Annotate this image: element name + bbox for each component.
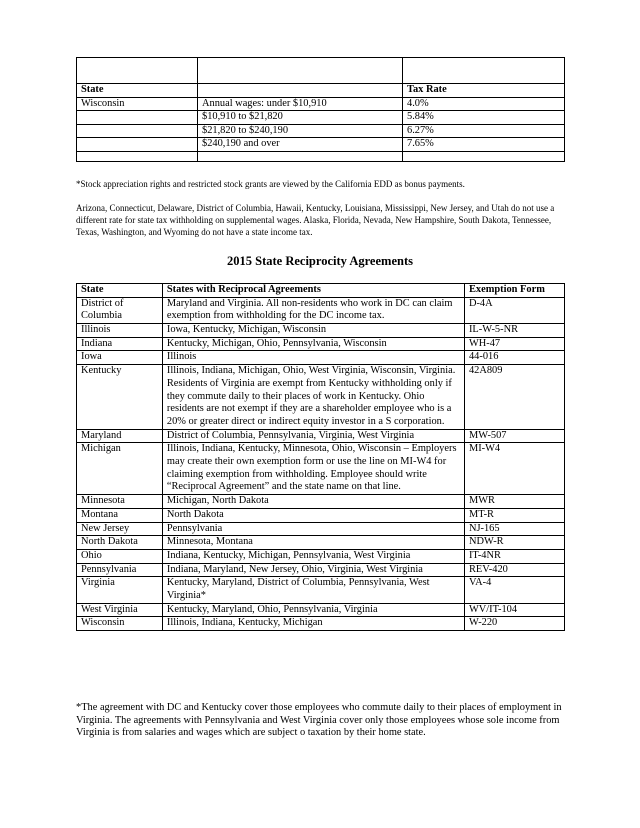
table-row <box>77 495 565 509</box>
table-cell: Kentucky, Maryland, Ohio, Pennsylvania, Virginia <box>162 603 464 617</box>
table-cell: Wisconsin <box>77 617 163 631</box>
table-cell: Maryland <box>77 429 163 443</box>
table-cell: Minnesota, Montana <box>162 536 464 550</box>
tax-rate-table <box>76 57 565 162</box>
table-row <box>77 324 565 338</box>
table-cell: VA-4 <box>464 577 564 603</box>
table-cell: MW-507 <box>464 429 564 443</box>
table-cell: 4.0% <box>403 97 565 111</box>
table-cell <box>403 151 565 161</box>
supplemental-wages-note: Arizona, Connecticut, Delaware, District of Columbia, Hawaii, Kentucky, Louisiana, Mississippi, New Jersey, and Utah do not use a different rate for state tax withholding on supplemental wages. Alaska, Florida, Nevada, New Hampshire, South Dakota, Tennessee, Texas, Washington, and Wyoming do not have a state income tax. <box>76 203 555 237</box>
table-row <box>77 151 565 161</box>
table-row <box>77 97 565 111</box>
table-cell: Illinois, Indiana, Kentucky, Minnesota, Ohio, Wisconsin – Employers may create their own exemption form or use the line on MI-W4 for claiming exemption from withholding. Employee should write “Reciprocal Agreement” and the state name on that line. <box>162 443 464 495</box>
table-cell: New Jersey <box>77 522 163 536</box>
table-cell: Wisconsin <box>77 97 198 111</box>
table-cell: 5.84% <box>403 111 565 125</box>
table-cell: North Dakota <box>77 536 163 550</box>
table-cell: $10,910 to $21,820 <box>198 111 403 125</box>
table-cell: Indiana <box>77 337 163 351</box>
table-cell: Illinois <box>162 351 464 365</box>
table-cell: REV-420 <box>464 563 564 577</box>
table-row <box>77 138 565 152</box>
table-cell: Illinois, Indiana, Kentucky, Michigan <box>162 617 464 631</box>
table-row <box>77 617 565 631</box>
table-cell <box>77 138 198 152</box>
reciprocity-footnote: *The agreement with DC and Kentucky cover those employees who commute daily to their places of employment in Virginia. The agreements with Pennsylvania and West Virginia cover only those employees whose sole income from Virginia is from salaries and wages which are subject o taxation by their home state. <box>76 702 562 739</box>
reciprocity-table <box>76 283 565 631</box>
column-header: Tax Rate <box>403 84 565 98</box>
table-cell: MT-R <box>464 508 564 522</box>
table-cell: Illinois, Indiana, Michigan, Ohio, West Virginia, Wisconsin, Virginia. Residents of Virginia are exempt from Kentucky withholding only if they commute daily to their places of work in Kentucky. Ohio residents are not exempt if they are a shareholder employee who is a 20% or greater direct or indirect equity investor in a S corporation. <box>162 365 464 430</box>
table-row <box>77 549 565 563</box>
table-cell: Kentucky, Michigan, Ohio, Pennsylvania, Wisconsin <box>162 337 464 351</box>
table-cell: Michigan <box>77 443 163 495</box>
table-cell: Ohio <box>77 549 163 563</box>
table-cell: IT-4NR <box>464 549 564 563</box>
table-cell: Illinois <box>77 324 163 338</box>
table-row <box>77 111 565 125</box>
column-header <box>198 84 403 98</box>
table-cell: WH-47 <box>464 337 564 351</box>
table-cell: NDW-R <box>464 536 564 550</box>
table-cell: North Dakota <box>162 508 464 522</box>
table-row <box>77 536 565 550</box>
table-cell <box>403 58 565 84</box>
table-cell: Kentucky <box>77 365 163 430</box>
table-row <box>77 124 565 138</box>
table-row <box>77 563 565 577</box>
table-cell: Maryland and Virginia. All non-residents who work in DC can claim exemption from withholding for the DC income tax. <box>162 297 464 323</box>
table-cell: IL-W-5-NR <box>464 324 564 338</box>
table-cell: Minnesota <box>77 495 163 509</box>
table-cell: Montana <box>77 508 163 522</box>
table-cell: District of Columbia <box>77 297 163 323</box>
table-row <box>77 58 565 84</box>
table-cell: $21,820 to $240,190 <box>198 124 403 138</box>
table-cell: Indiana, Kentucky, Michigan, Pennsylvania, West Virginia <box>162 549 464 563</box>
table-row <box>77 365 565 430</box>
column-header: State <box>77 84 198 98</box>
column-header: States with Reciprocal Agreements <box>162 284 464 298</box>
table-cell <box>77 151 198 161</box>
table-cell: West Virginia <box>77 603 163 617</box>
reciprocity-title: 2015 State Reciprocity Agreements <box>227 254 413 268</box>
table-cell: $240,190 and over <box>198 138 403 152</box>
column-header: State <box>77 284 163 298</box>
table-cell: Pennsylvania <box>162 522 464 536</box>
table-cell <box>77 58 198 84</box>
table-header-row <box>77 284 565 298</box>
table-cell <box>77 124 198 138</box>
table-cell: WV/IT-104 <box>464 603 564 617</box>
table-cell <box>77 111 198 125</box>
table-cell: 7.65% <box>403 138 565 152</box>
table-cell: Indiana, Maryland, New Jersey, Ohio, Virginia, West Virginia <box>162 563 464 577</box>
table-cell <box>198 151 403 161</box>
column-header: Exemption Form <box>464 284 564 298</box>
table-row <box>77 522 565 536</box>
table-header-row <box>77 84 565 98</box>
table-row <box>77 297 565 323</box>
table-cell: NJ-165 <box>464 522 564 536</box>
table-cell: MWR <box>464 495 564 509</box>
table-row <box>77 508 565 522</box>
table-cell: District of Columbia, Pennsylvania, Virginia, West Virginia <box>162 429 464 443</box>
table-cell <box>198 58 403 84</box>
table-cell: Virginia <box>77 577 163 603</box>
table-row <box>77 577 565 603</box>
table-row <box>77 443 565 495</box>
table-cell: MI-W4 <box>464 443 564 495</box>
table-row <box>77 603 565 617</box>
stock-rights-note: *Stock appreciation rights and restricted stock grants are viewed by the California EDD as bonus payments. <box>76 179 465 189</box>
reciprocity-table-body <box>77 297 565 631</box>
table-cell: 42A809 <box>464 365 564 430</box>
table-cell: D-4A <box>464 297 564 323</box>
table-cell: 6.27% <box>403 124 565 138</box>
table-cell: W-220 <box>464 617 564 631</box>
table-row <box>77 351 565 365</box>
table-cell: 44-016 <box>464 351 564 365</box>
table-cell: Kentucky, Maryland, District of Columbia, Pennsylvania, West Virginia* <box>162 577 464 603</box>
table-row <box>77 337 565 351</box>
table-cell: Pennsylvania <box>77 563 163 577</box>
table-cell: Iowa <box>77 351 163 365</box>
table-cell: Michigan, North Dakota <box>162 495 464 509</box>
table-cell: Annual wages: under $10,910 <box>198 97 403 111</box>
table-row <box>77 429 565 443</box>
table-cell: Iowa, Kentucky, Michigan, Wisconsin <box>162 324 464 338</box>
